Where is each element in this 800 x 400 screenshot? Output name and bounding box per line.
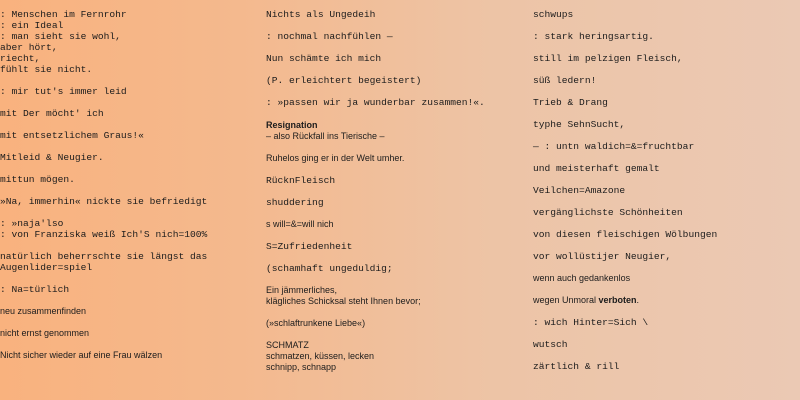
text-line: Veilchen=Amazone — [533, 185, 626, 196]
text-line: : »naja'lso — [0, 218, 64, 229]
text-line: S=Zufriedenheit — [266, 241, 353, 252]
text-line: »Na, immerhin« nickte sie befriedigt — [0, 196, 208, 207]
text-line: SCHMATZ — [266, 340, 309, 350]
text-line: Nun schämte ich mich — [266, 53, 382, 64]
text-line: schnipp, schnapp — [266, 362, 337, 372]
text-line: mittun mögen. — [0, 174, 75, 185]
text-fragment: wegen Unmoral — [533, 295, 599, 305]
text-line: : nochmal nachfühlen — — [266, 31, 393, 42]
emphasis-word: verboten — [598, 295, 637, 305]
text-line: : »passen wir ja wunderbar zusammen!«. — [266, 97, 485, 108]
text-line: RücknFleisch — [266, 175, 336, 186]
text-line: still im pelzigen Fleisch, — [533, 53, 683, 64]
text-line: wutsch — [533, 339, 568, 350]
text-line: : Na=türlich — [0, 284, 70, 295]
text-line: (schamhaft ungeduldig; — [266, 263, 393, 274]
text-line: typhe SehnSucht, — [533, 119, 626, 130]
text-line: von diesen fleischigen Wölbungen — [533, 229, 718, 240]
text-line: mit entsetzlichem Graus!« — [0, 130, 144, 141]
text-line: nicht ernst genommen — [0, 328, 90, 338]
text-line: natürlich beherrschte sie längst das — [0, 251, 208, 262]
text-line: Nicht sicher wieder auf eine Frau wälzen — [0, 350, 163, 360]
text-line: süß ledern! — [533, 75, 597, 86]
text-fragment: . — [636, 295, 640, 305]
text-line: und meisterhaft gemalt — [533, 163, 660, 174]
text-line: fühlt sie nicht. — [0, 64, 93, 75]
text-line: schwups — [533, 9, 574, 20]
text-line: neu zusammenfinden — [0, 306, 87, 316]
text-line: zärtlich & rill — [533, 361, 620, 372]
text-line: wenn auch gedankenlos — [533, 273, 631, 283]
text-line: Trieb & Drang — [533, 97, 608, 108]
text-line: shuddering — [266, 197, 324, 208]
text-line: – also Rückfall ins Tierische – — [266, 131, 385, 141]
text-line: : man sieht sie wohl, — [0, 31, 121, 42]
text-line: — : untn waldich=&=fruchtbar — [533, 141, 695, 152]
text-line: : ein Ideal — [0, 20, 64, 31]
text-line: Ein jämmerliches, — [266, 285, 338, 295]
text-line: aber hört, — [0, 42, 58, 53]
text-line: mit Der möcht' ich — [0, 108, 104, 119]
text-line: (P. erleichtert begeistert) — [266, 75, 422, 86]
text-line: vergänglichste Schönheiten — [533, 207, 683, 218]
text-line: Mitleid & Neugier. — [0, 152, 104, 163]
text-line: (»schlaftrunkene Liebe«) — [266, 318, 366, 328]
text-line: klägliches Schicksal steht Ihnen bevor; — [266, 296, 421, 306]
text-line — [533, 295, 639, 306]
text-line: Nichts als Ungedeih — [266, 9, 376, 20]
text-line: : stark heringsartig. — [533, 31, 654, 42]
text-line: : wich Hinter=Sich \ — [533, 317, 649, 328]
text-line: s will=&=will nich — [266, 219, 334, 229]
text-line: : Menschen im Fernrohr — [0, 9, 127, 20]
text-line: : mir tut's immer leid — [0, 86, 127, 97]
text-line: Resignation — [266, 120, 318, 130]
text-line: riecht, — [0, 53, 41, 64]
text-line: Ruhelos ging er in der Welt umher. — [266, 153, 405, 163]
text-line: schmatzen, küssen, lecken — [266, 351, 375, 361]
text-line: : von Franziska weiß Ich'S nich=100% — [0, 229, 208, 240]
text-line: Augenlider=spiel — [0, 262, 93, 273]
text-line: vor wollüstijer Neugier, — [533, 251, 672, 262]
